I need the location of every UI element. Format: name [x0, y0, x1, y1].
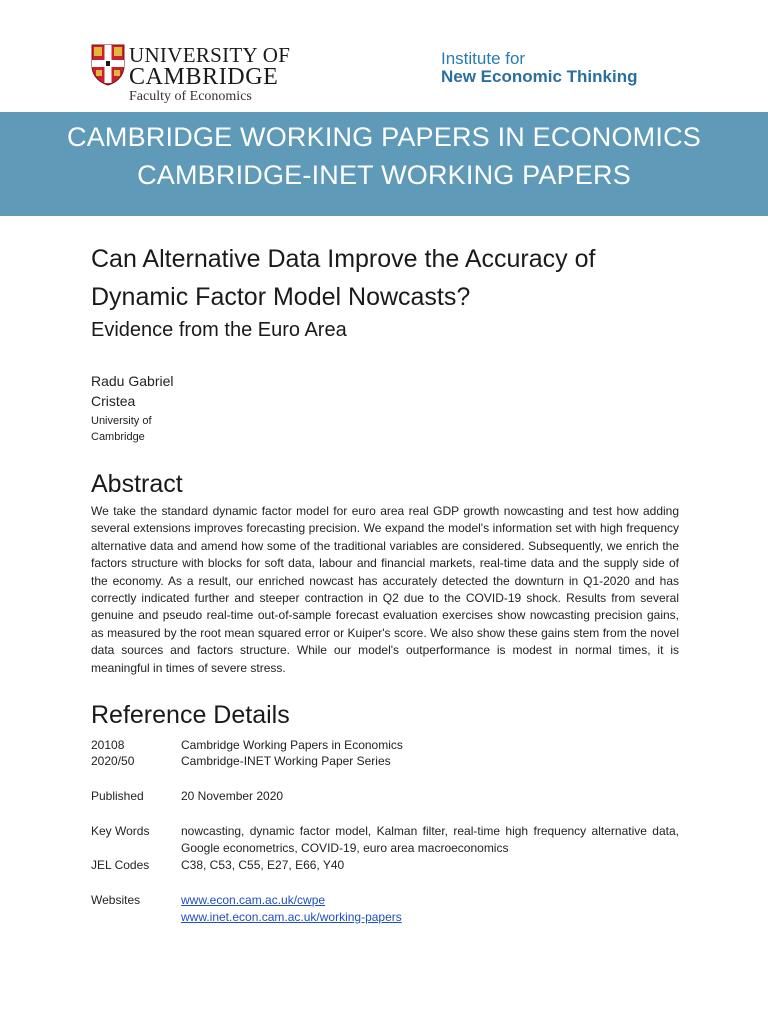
- published-label: Published: [91, 789, 144, 803]
- reference-number-value: Cambridge Working Papers in Economics: [181, 738, 403, 752]
- reference-series-label: 2020/50: [91, 754, 135, 768]
- paper-title-block: [91, 240, 679, 344]
- cambridge-wordmark: [129, 44, 290, 106]
- inet-line1: Institute for: [441, 49, 526, 68]
- author-name-line1: Radu Gabriel: [91, 373, 174, 389]
- banner-line2: CAMBRIDGE-INET WORKING PAPERS: [137, 160, 631, 190]
- series-banner: [0, 112, 768, 216]
- inet-line2: New Economic Thinking: [441, 67, 638, 86]
- websites-value: [181, 892, 679, 925]
- faculty-name: Faculty of Economics: [129, 89, 252, 104]
- banner-line1: CAMBRIDGE WORKING PAPERS IN ECONOMICS: [67, 122, 701, 152]
- author-affiliation-line2: Cambridge: [91, 431, 145, 443]
- author-name-line2: Cristea: [91, 393, 136, 409]
- jel-label: JEL Codes: [91, 858, 150, 872]
- abstract-heading: Abstract: [91, 470, 183, 498]
- keywords-label: Key Words: [91, 824, 150, 838]
- reference-heading: Reference Details: [91, 701, 290, 729]
- paper-subtitle: Evidence from the Euro Area: [91, 319, 347, 341]
- reference-number-label: 20108: [91, 738, 125, 752]
- abstract-text: We take the standard dynamic factor model for euro area real GDP growth nowcasting and test how adding several extensions improves forecasting precision. We expand the model's information set with high frequency alternative data and amend how some of the traditional variables are considered. Subsequently, we enrich the factors structure with blocks for soft data, labour and financial markets, real-time data and the supply side of the economy. As a result, our enriched nowcast has accurately detected the downturn in Q1-2020 and has correctly indicated further and steeper contraction in Q2 due to the COVID-19 shock. Results from several genuine and pseudo real-time out-of-sample forecast evaluation exercises show nowcasting precision gains, as measured by the root mean squared error or Kuiper's score. We also show these gains stem from the novel data sources and factors structure. While our model's outperformance is modest in normal times, it is meaningful in times of severe stress.: [91, 504, 679, 675]
- published-value: 20 November 2020: [181, 789, 284, 803]
- websites-label: Websites: [91, 893, 141, 907]
- paper-title-line1: Can Alternative Data Improve the Accuracy of: [91, 245, 596, 273]
- keywords-value: nowcasting, dynamic factor model, Kalman filter, real-time high frequency alternative data, Google econometrics, COVID-19, euro area macroeconomics: [181, 824, 679, 855]
- cambridge-logo: [91, 44, 291, 104]
- reference-series-value: Cambridge-INET Working Paper Series: [181, 754, 391, 768]
- website-link-cwpe[interactable]: www.econ.cam.ac.uk/cwpe: [181, 893, 326, 907]
- inet-logo: [441, 50, 637, 86]
- paper-title-line2: Dynamic Factor Model Nowcasts?: [91, 283, 471, 311]
- cambridge-line2: CAMBRIDGE: [129, 64, 279, 90]
- cambridge-shield-icon: [91, 44, 125, 86]
- website-link-inet[interactable]: www.inet.econ.cam.ac.uk/working-papers: [181, 909, 402, 924]
- author-affiliation-line1: University of: [91, 415, 152, 427]
- author-block: [91, 371, 191, 445]
- jel-value: C38, C53, C55, E27, E66, Y40: [181, 858, 345, 872]
- header-logos: [0, 0, 768, 112]
- cambridge-line1: UNIVERSITY OF: [129, 43, 291, 67]
